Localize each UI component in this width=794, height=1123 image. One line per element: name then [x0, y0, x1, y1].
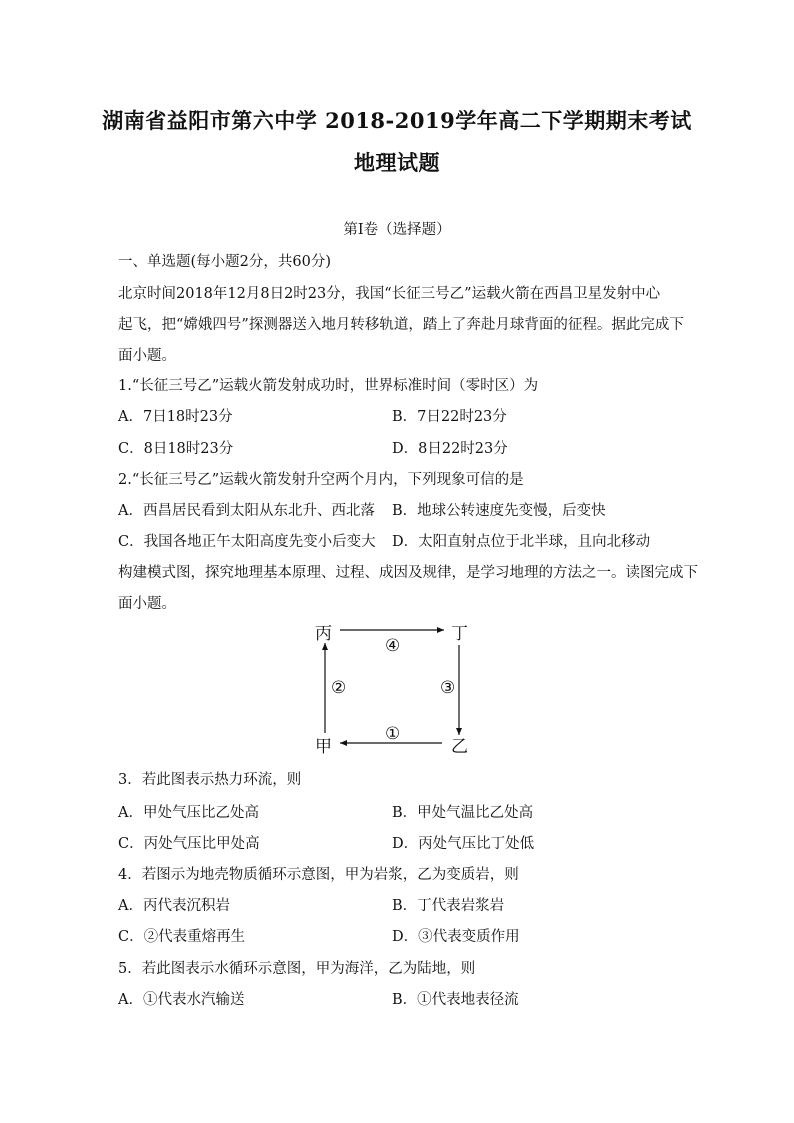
q2-option-d: D．太阳直射点位于北半球，且向北移动: [392, 534, 651, 550]
q2-option-a: A．西昌居民看到太阳从东北升、西北落: [118, 503, 375, 519]
corner-label-br: 乙: [451, 737, 468, 757]
q2-option-c: C．我国各地正午太阳高度先变小后变大: [118, 534, 376, 550]
passage2-line1: 构建模式图，探究地理基本原理、过程、成因及规律，是学习地理的方法之一。读图完成下: [118, 565, 698, 581]
q3-stem: 3．若此图表示热力环流，则: [118, 772, 302, 788]
q1-option-b: B．7日22时23分: [392, 409, 507, 425]
q5-stem: 5．若此图表示水循环示意图，甲为海洋，乙为陆地，则: [118, 961, 476, 977]
q5-option-a: A．①代表水汽输送: [118, 992, 245, 1008]
q4-stem: 4．若图示为地壳物质循环示意图，甲为岩浆，乙为变质岩，则: [118, 867, 519, 883]
q5-option-b: B．①代表地表径流: [392, 992, 519, 1008]
arrow-label-right: ③: [440, 678, 456, 698]
q2-option-b: B．地球公转速度先变慢，后变快: [392, 503, 606, 519]
passage2-line2: 面小题。: [118, 596, 176, 612]
arrow-label-bottom: ①: [385, 724, 401, 744]
document-subtitle: 地理试题: [354, 150, 440, 175]
arrow-label-top: ④: [385, 636, 401, 656]
corner-label-tl: 丙: [315, 624, 332, 644]
part-heading: 一、单选题(每小题2分，共60分): [118, 254, 331, 270]
q4-option-a: A．丙代表沉积岩: [118, 898, 230, 914]
corner-label-bl: 甲: [315, 737, 332, 757]
passage1-line3: 面小题。: [118, 348, 176, 364]
q3-option-a: A．甲处气压比乙处高: [118, 805, 259, 821]
arrow-label-left: ②: [331, 678, 347, 698]
q3-option-d: D．丙处气压比丁处低: [392, 836, 535, 852]
q4-option-d: D．③代表变质作用: [392, 929, 520, 945]
section-heading: 第Ⅰ卷（选择题）: [343, 222, 451, 238]
q1-option-c: C．8日18时23分: [118, 441, 234, 457]
passage1-line2: 起飞，把“嫦娥四号”探测器送入地月转移轨道，踏上了奔赴月球背面的征程。据此完成下: [118, 317, 684, 333]
q1-option-d: D．8日22时23分: [392, 441, 508, 457]
q3-option-b: B．甲处气温比乙处高: [392, 805, 534, 821]
q4-option-b: B．丁代表岩浆岩: [392, 898, 505, 914]
q4-option-c: C．②代表重熔再生: [118, 929, 246, 945]
passage1-line1: 北京时间2018年12月8日2时23分，我国“长征三号乙”运载火箭在西昌卫星发射中心: [118, 286, 661, 302]
q1-stem: 1.“长征三号乙”运载火箭发射成功时，世界标准时间（零时区）为: [118, 378, 539, 394]
q2-stem: 2.“长征三号乙”运载火箭发射升空两个月内，下列现象可信的是: [118, 472, 524, 488]
corner-label-tr: 丁: [451, 624, 468, 644]
q1-option-a: A．7日18时23分: [118, 409, 233, 425]
document-title: 湖南省益阳市第六中学 2018-2019学年高二下学期期末考试: [102, 108, 692, 133]
q3-option-c: C．丙处气压比甲处高: [118, 836, 260, 852]
